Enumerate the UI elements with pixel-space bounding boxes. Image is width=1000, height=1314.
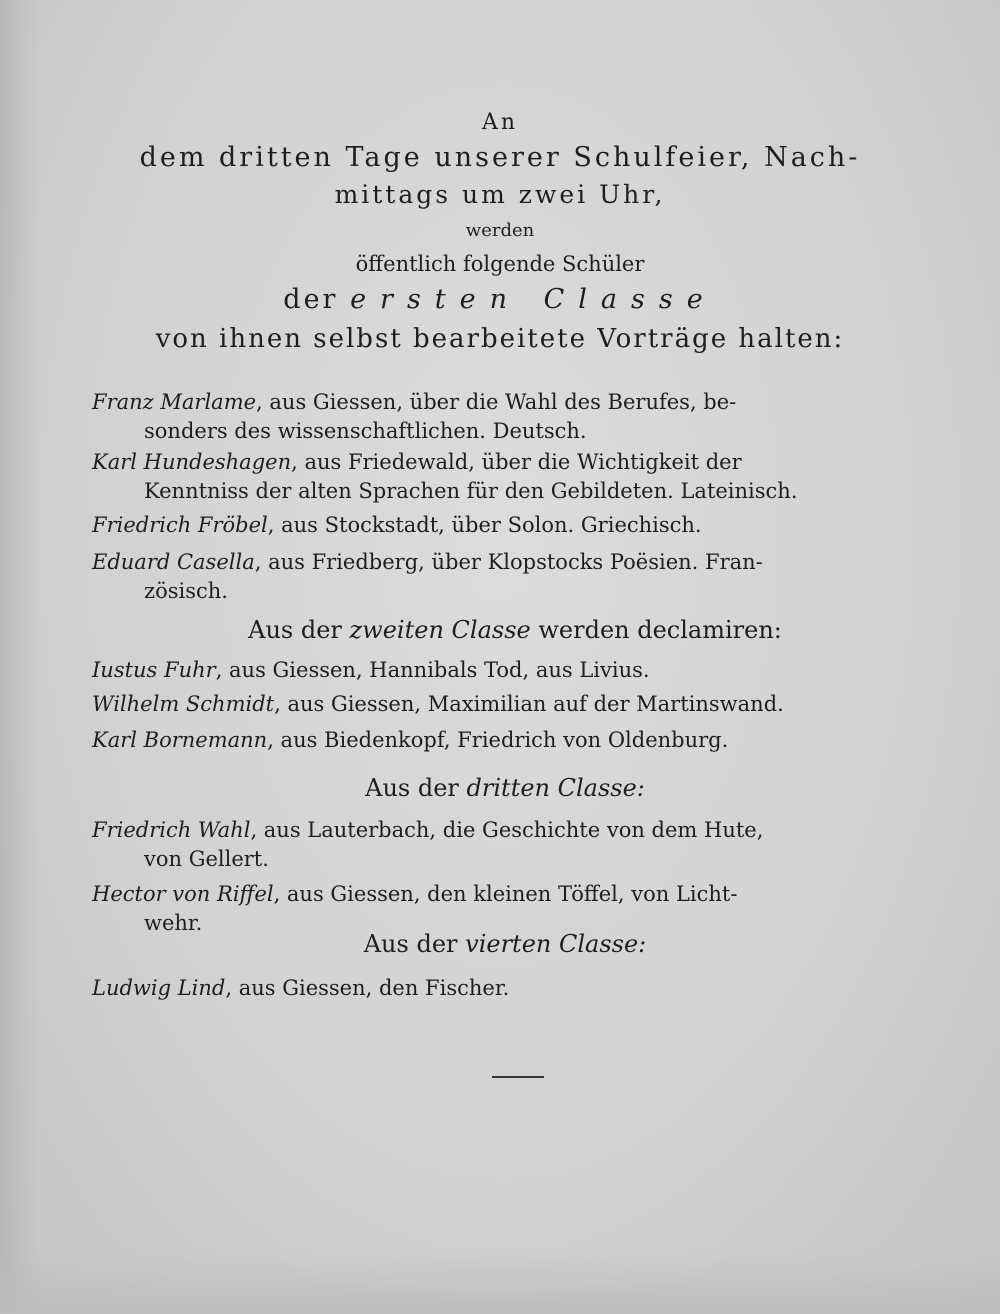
list-item [92,656,920,685]
list-item [92,816,920,874]
entry-text: , aus Giessen, über die Wahl des Berufes, be- [256,390,737,414]
heading-fourth-class-pre: Aus der [363,930,458,958]
heading-third-class-italic: dritten Classe: [466,774,645,802]
heading-third-class-pre: Aus der [365,774,459,802]
entry-text: , aus Giessen, den kleinen Töffel, von Licht- [273,882,738,906]
closing-rule [492,1076,544,1078]
entry-text: , aus Friedewald, über die Wichtigkeit der [291,450,742,474]
list-item [92,690,920,719]
student-name: Friedrich Fröbel [92,513,268,537]
heading-first-class-italic: ersten Classe [350,284,717,315]
heading-second-class-pre: Aus der [248,616,342,644]
heading-second-class-post: werden declamiren: [538,616,782,644]
heading-line-3: mittags um zwei Uhr, [334,180,666,209]
list-item [92,548,920,606]
student-name: Iustus Fuhr [92,658,216,682]
heading-fourth-class [0,930,1000,958]
heading-second-class [0,616,1000,644]
heading-werden: werden [465,220,535,241]
student-name: Eduard Casella [92,550,255,574]
list-item [92,388,920,446]
entry-text: , aus Stockstadt, über Solon. Griechisch. [267,513,702,537]
entry-continuation: wehr. [144,911,203,935]
entry-continuation: zösisch. [144,579,228,603]
entry-continuation: sonders des wissenschaftlichen. Deutsch. [144,419,587,443]
heading-line-2: dem dritten Tage unserer Schulfeier, Nach- [139,142,861,173]
heading-first-class [0,284,1000,315]
heading-fourth-class-italic: vierten Classe: [465,930,647,958]
student-name: Karl Hundeshagen [92,450,292,474]
entry-continuation: von Gellert. [144,847,269,871]
entry-text: , aus Giessen, Maximilian auf der Martinswand. [274,692,784,716]
heading-line-7: von ihnen selbst bearbeitete Vorträge halten: [155,324,845,354]
entry-text: , aus Giessen, den Fischer. [225,976,510,1000]
student-name: Friedrich Wahl [92,818,251,842]
page-shadow-bottom [0,1254,1000,1314]
list-item [92,448,920,506]
heading-first-class-pre: der [283,284,339,315]
student-name: Karl Bornemann [92,728,268,752]
heading-an: An [481,110,519,135]
heading-line-5: öffentlich folgende Schüler [355,252,645,276]
entry-text: , aus Biedenkopf, Friedrich von Oldenburg. [267,728,729,752]
list-item [92,974,920,1003]
student-name: Hector von Riffel [92,882,274,906]
heading-third-class [0,774,1000,802]
entry-text: , aus Lauterbach, die Geschichte von dem Hute, [250,818,764,842]
student-name: Franz Marlame [92,390,257,414]
entry-text: , aus Giessen, Hannibals Tod, aus Livius. [215,658,650,682]
list-item [92,511,920,540]
student-name: Wilhelm Schmidt [92,692,275,716]
student-name: Ludwig Lind [92,976,226,1000]
entry-continuation: Kenntniss der alten Sprachen für den Gebildeten. Lateinisch. [144,479,798,503]
list-item [92,726,920,755]
heading-second-class-italic: zweiten Classe [349,616,531,644]
entry-text: , aus Friedberg, über Klopstocks Poësien. Fran- [254,550,763,574]
